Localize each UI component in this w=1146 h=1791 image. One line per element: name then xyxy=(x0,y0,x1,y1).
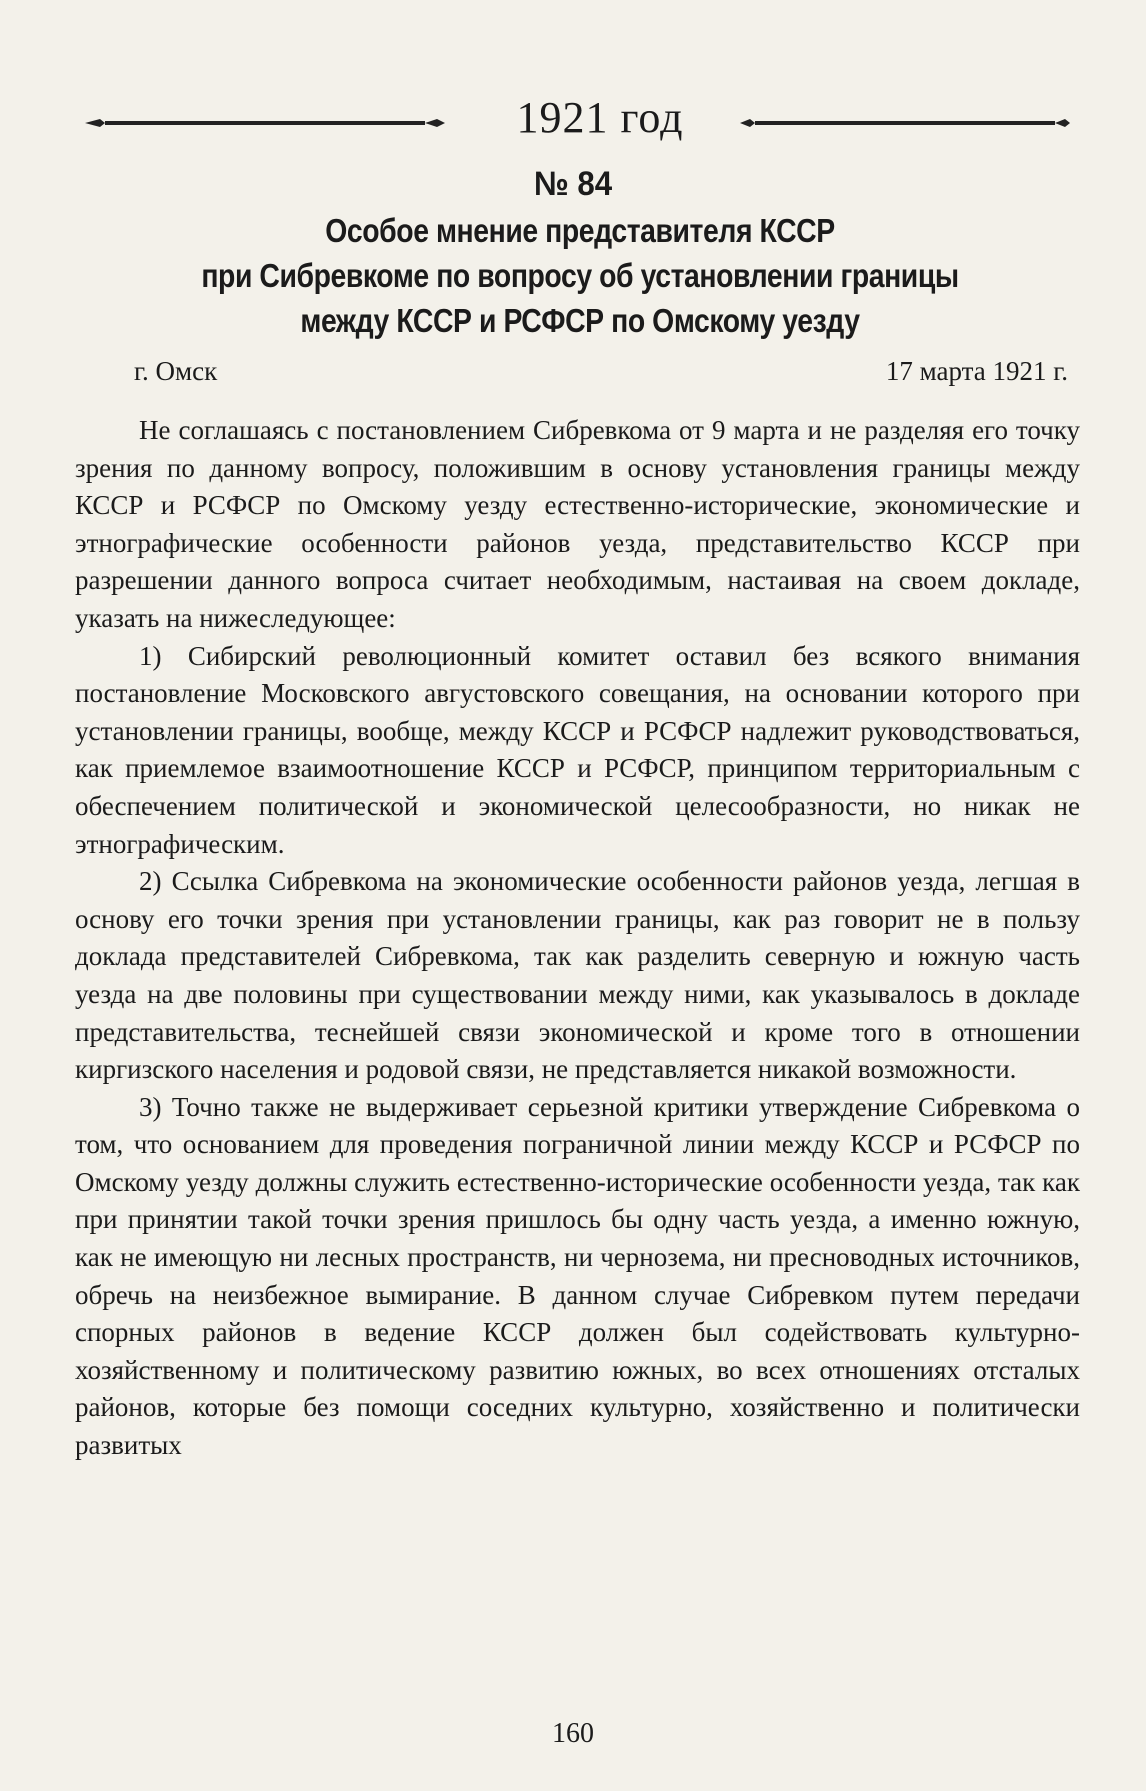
title-line: при Сибревкоме по вопросу об установлении границы xyxy=(201,257,959,294)
title-line: Особое мнение представителя КССР xyxy=(325,212,835,249)
paragraph-intro: Не соглашаясь с постановлением Сибревкома от 9 марта и не разделяя его точку зрения по данному вопросу, положившим в основу установления границы между КССР и РСФСР по Омскому уезду естественно-исторические, экономические и этнографические особенности районов уезда, представительство КССР при разрешении данного вопроса считает необходимым, настаивая на своем докладе, указать на нижеследующее: xyxy=(75,415,1080,633)
paragraph-point-3: 3) Точно также не выдерживает серьезной критики утверждение Сибревкома о том, что основанием для проведения пограничной линии между КССР и РСФСР по Омскому уезду должны служить естественно-исторические особенности уезда, так как при принятии такой точки зрения пришлось бы одну часть уезда, а именно южную, как не имеющую ни лесных пространств, ни чернозема, ни пресноводных источников, обречь на неизбежное вымирание. В данном случае Сибревком путем передачи спорных районов в ведение КССР должен был содействовать культурно-хозяйственному и политическому развитию южных, во всех отношениях отсталых районов, которые без помощи соседних культурно, хозяйственно и политически развитых xyxy=(75,1091,1080,1461)
document-date: 17 марта 1921 г. xyxy=(885,356,1068,386)
year-header xyxy=(70,92,1070,152)
document-title xyxy=(80,208,1080,343)
paragraph-point-1: 1) Сибирский революционный комитет оставил без всякого внимания постановление Московского августовского совещания, на основании которого при установлении границы, вообще, между КССР и РСФСР надлежит руководствоваться, как приемлемое взаимоотношение КССР и РСФСР, принципом территориальным с обеспечением политической и экономической целесообразности, но никак не этнографическим. xyxy=(75,640,1080,859)
document-number: № 84 xyxy=(533,165,613,203)
document-body xyxy=(75,412,1080,1465)
left-ornament-icon xyxy=(85,118,445,128)
page-number: 160 xyxy=(552,1718,594,1749)
title-line: между КССР и РСФСР по Омскому уезду xyxy=(300,302,860,339)
year-heading: 1921 год xyxy=(516,93,684,142)
right-ornament-icon xyxy=(740,118,1070,128)
paragraph-point-2: 2) Ссылка Сибревкома на экономические особенности районов уезда, легшая в основу его точки зрения при установлении границы, как раз говорит не в пользу доклада представителей Сибревкома, так как разделить северную и южную часть уезда на две половины при существовании между ними, как указывалось в докладе представительства, теснейшей связи экономической и кроме того в отношении киргизского населения и родовой связи, не представляется никакой возможности. xyxy=(75,866,1080,1085)
document-place: г. Омск xyxy=(134,356,218,386)
